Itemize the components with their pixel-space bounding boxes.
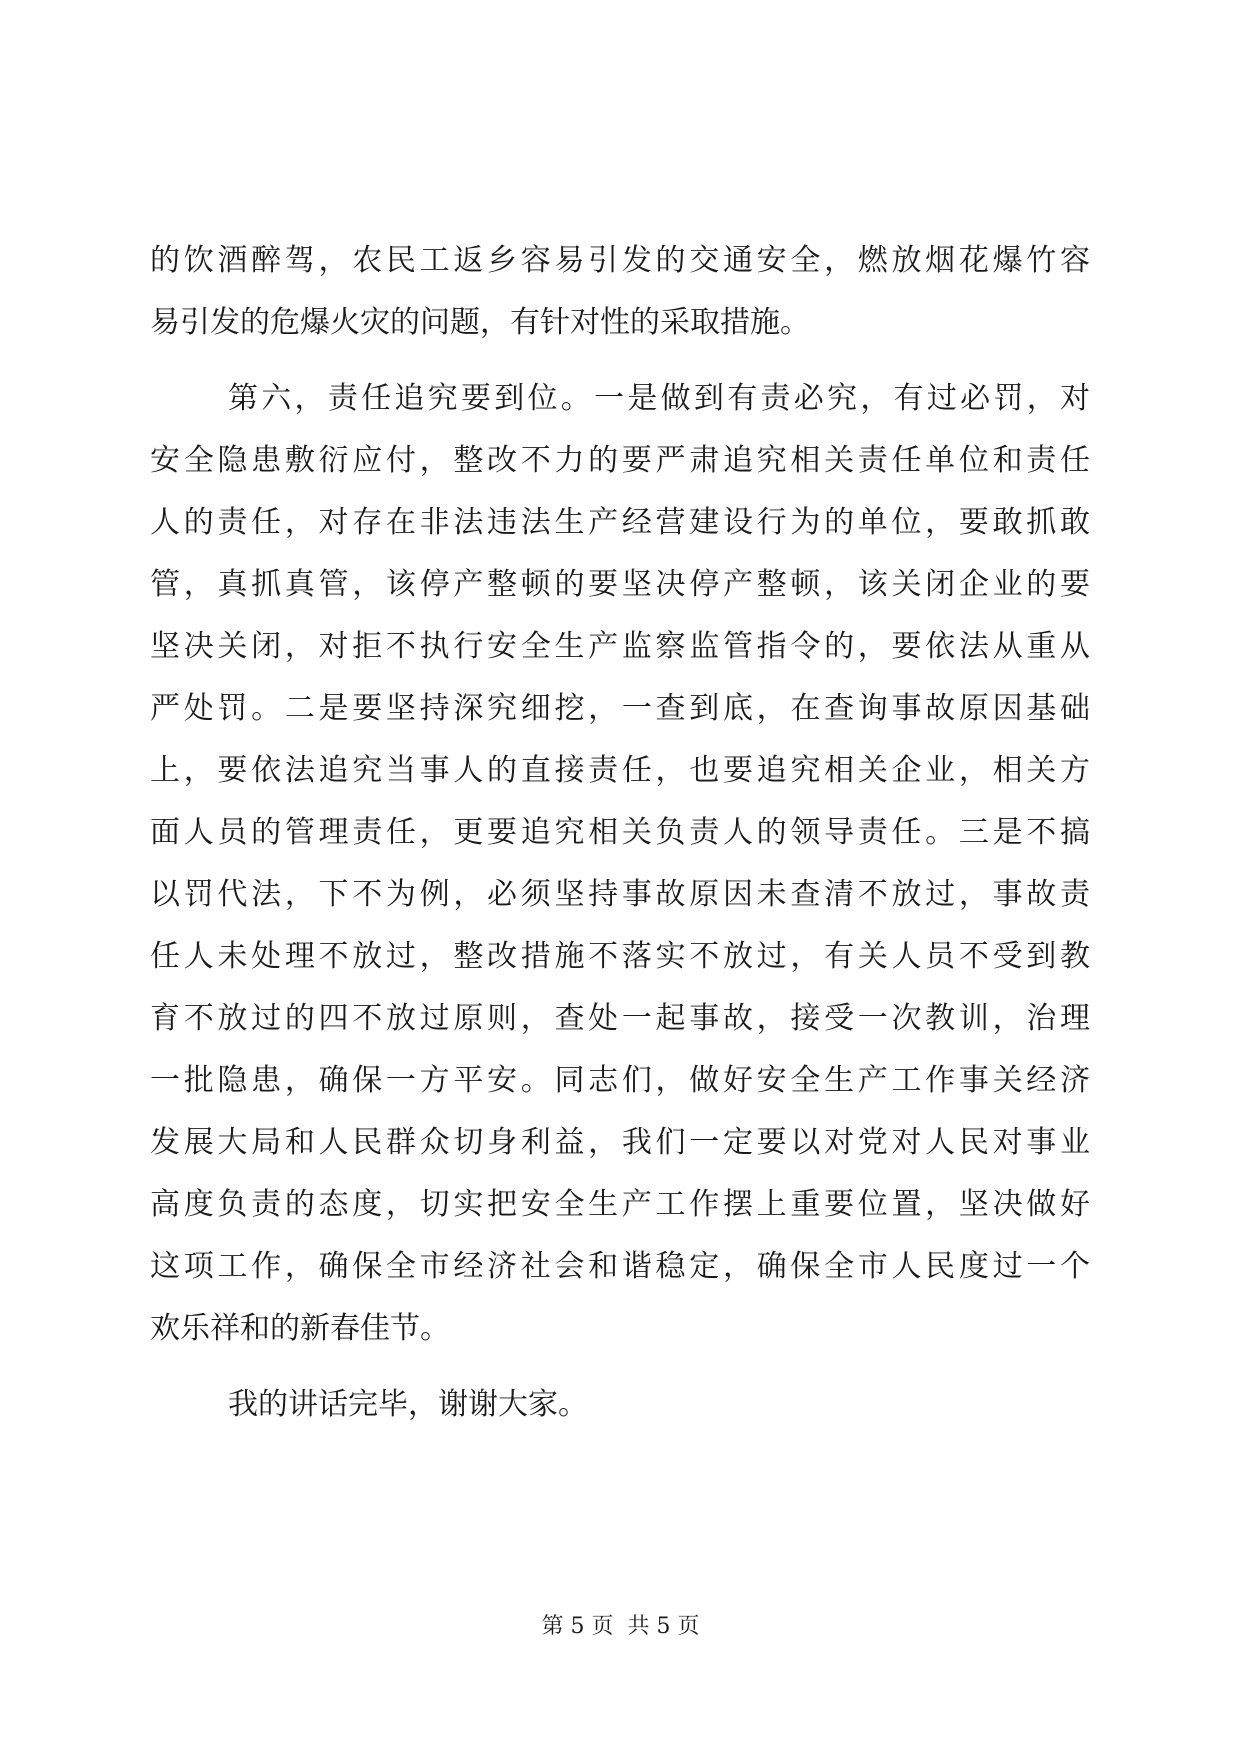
text-line: 的饮酒醉驾，农民工返乡容易引发的交通安全，燃放烟花爆竹容 (150, 243, 1090, 278)
text-line: 高度负责的态度，切实把安全生产工作摆上重要位置，坚决做好 (150, 1187, 1090, 1222)
page-total: 共 5 页 (627, 1614, 700, 1639)
text-line: 严处罚。二是要坚持深究细挖，一查到底，在查询事故原因基础 (150, 691, 1090, 726)
text-line: 育不放过的四不放过原则，查处一起事故，接受一次教训，治理 (150, 1001, 1090, 1036)
text-line: 面人员的管理责任，更要追究相关负责人的领导责任。三是不搞 (150, 815, 1090, 850)
text-line: 任人未处理不放过，整改措施不落实不放过，有关人员不受到教 (150, 939, 1090, 974)
text-line: 这项工作，确保全市经济社会和谐稳定，确保全市人民度过一个 (150, 1249, 1090, 1284)
text-line: 上，要依法追究当事人的直接责任，也要追究相关企业，相关方 (150, 753, 1090, 788)
text-line: 人的责任，对存在非法违法生产经营建设行为的单位，要敢抓敢 (150, 505, 1090, 540)
text-line: 安全隐患敷衍应付，整改不力的要严肃追究相关责任单位和责任 (150, 443, 1090, 478)
page-number: 第 5 页 (541, 1614, 614, 1639)
text-line: 以罚代法，下不为例，必须坚持事故原因未查清不放过，事故责 (150, 877, 1090, 912)
text-line: 一批隐患，确保一方平安。同志们，做好安全生产工作事关经济 (150, 1063, 1090, 1098)
page-footer (0, 1612, 1241, 1642)
text-line: 坚决关闭，对拒不执行安全生产监察监管指令的，要依法从重从 (150, 629, 1090, 664)
document-body (150, 230, 1090, 1436)
text-line: 欢乐祥和的新春佳节。 (150, 1311, 450, 1346)
text-line: 管，真抓真管，该停产整顿的要坚决停产整顿，该关闭企业的要 (150, 567, 1090, 602)
text-line: 第六，责任追究要到位。一是做到有责必究，有过必罚，对 (228, 381, 1090, 416)
text-line: 易引发的危爆火灾的问题，有针对性的采取措施。 (150, 305, 810, 340)
text-line: 发展大局和人民群众切身利益，我们一定要以对党对人民对事业 (150, 1125, 1090, 1160)
text-line: 我的讲话完毕，谢谢大家。 (228, 1387, 588, 1422)
